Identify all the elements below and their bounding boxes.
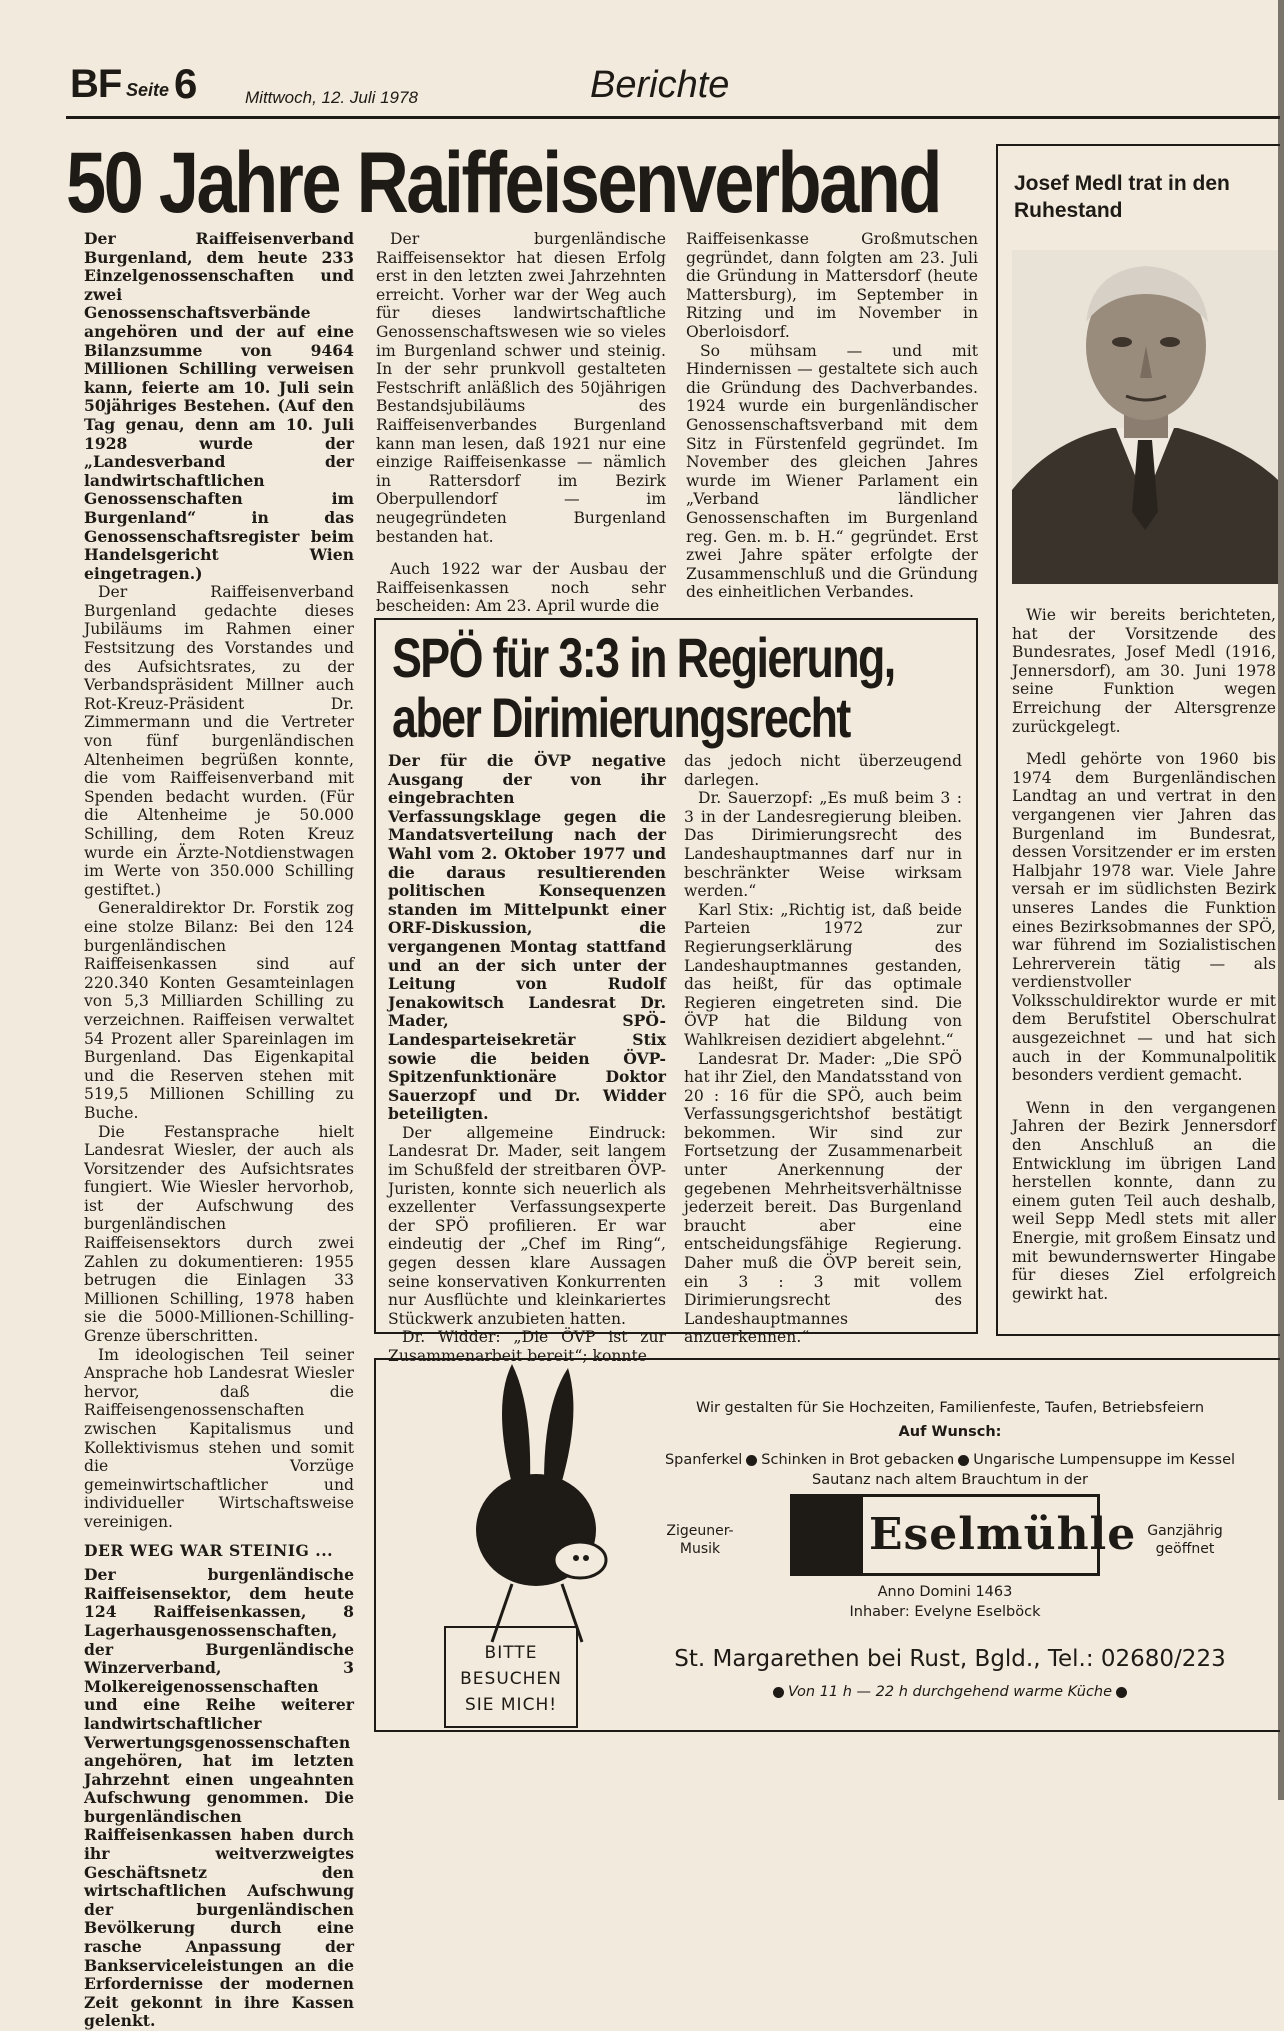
logo-emblem bbox=[793, 1497, 863, 1573]
paragraph: Der Raiffeisenverband Burgenland gedachte dieses Jubiläums im Rahmen einer Festsitzung des Vorstandes und des Aufsichtsrates, zu der Verbandspräsident Millner auch Rot-Kreuz-Präsident Dr. Zimmermann und die Vertreter von fünf burgenländischen Altenheimen begrüßen konnte, die vom Raiffeisenverband mit Spenden bedacht wurden. (Für die Altenheime je 50.000 Schilling, dem Roten Kreuz wurde ein Ärzte-Notdienstwagen im Werte von 350.000 Schilling gestiftet.) bbox=[84, 583, 354, 899]
paragraph: Dr. Widder: „Die ÖVP ist zur Zusammenarbeit bereit“; konnte bbox=[388, 1328, 666, 1365]
paragraph: Der allgemeine Eindruck: Landesrat Dr. Mader, seit langem im Schußfeld der streitbaren ÖVP-Juristen, konnte sich neuerlich als exzellenter Verfassungsexperte der SPÖ profilieren. Er war eindeutig der „Chef im Ring“, gegen dessen klare Aussagen seine konservativen Konkurrenten nur Ausflüchte und kleinkariertes Stückwerk anzubieten hatten. bbox=[388, 1123, 666, 1328]
paragraph: Wenn in den vergangenen Jahren der Bezirk Jennersdorf den Anschluß an die Entwicklung im übrigen Land herstellen konnte, dann zu einem guten Teil auch deshalb, weil Sepp Medl stets mit aller Energie, mit großem Einsatz und mit bewundernswerter Hingabe für dieses Ziel erfolgreich gewirkt hat. bbox=[1012, 1098, 1276, 1303]
main-article-col2 bbox=[376, 230, 666, 616]
spo-headline-line2: aber Dirimierungsrecht bbox=[392, 686, 850, 749]
ad-owner: Inhaber: Evelyne Eselböck bbox=[849, 1604, 1041, 1620]
lead-paragraph: Der für die ÖVP negative Ausgang der von ihr eingebrachten Verfassungsklage gegen die Mandatsverteilung nach der Wahl vom 2. Oktober 1977 und die daraus resultierenden politischen Konsequenzen standen im Mittelpunkt einer ORF-Diskussion, die vergangenen Montag stattfand und an der sich unter der Leitung von Rudolf Jenakowitsch Landesrat Dr. Mader, SPÖ-Landesparteisekretär Stix sowie die beiden ÖVP-Spitzenfunktionäre Doktor Sauerzopf und Dr. Widder beteiligten. bbox=[388, 751, 666, 1124]
paragraph: Karl Stix: „Richtig ist, daß beide Parteien 1972 zur Regierungserklärung des Landeshauptmannes gestanden, das heißt, für das optimale Regieren eingetreten sind. Die ÖVP hat die Bildung von Wahlkreisen dezidiert abgelehnt.“ bbox=[684, 900, 962, 1049]
sign-text-line: BESUCHEN bbox=[460, 1669, 562, 1689]
ad-hours: Von 11 h — 22 h durchgehend warme Küche bbox=[787, 1684, 1113, 1700]
menu-item: Spanferkel bbox=[664, 1452, 743, 1468]
paragraph: Landesrat Dr. Mader: „Die SPÖ hat ihr Ziel, den Mandatsstand von 20 : 16 für die SPÖ, auch beim Verfassungsgerichtshof bestätigt bekommen. Wir sind zur Fortsetzung der Zusammenarbeit unter Anerkennung der gegebenen Mehrheitsverhältnisse jederzeit bereit. Das Burgenland braucht aber eine entscheidungsfähige Regierung. Daher muß die ÖVP bereit sein, ein 3 : 3 mit vollem Dirimierungsrecht des Landeshauptmannes anzuerkennen.“ bbox=[684, 1049, 962, 1347]
spo-col1 bbox=[388, 752, 666, 1366]
ad-line-sautanz: Sautanz nach altem Brauchtum in der bbox=[811, 1472, 1089, 1488]
ad-anno: Anno Domini 1463 bbox=[877, 1584, 1013, 1600]
ad-right-note: Ganzjährig geöffnet bbox=[1147, 1523, 1223, 1557]
paragraph: Dr. Sauerzopf: „Es muß beim 3 : 3 in der Landesregierung bleiben. Das Dirimierungsrecht des Landeshauptmannes darf nur in beschränkter Weise wirksam werden.“ bbox=[684, 789, 962, 901]
menu-item: Schinken in Brot gebacken bbox=[761, 1452, 955, 1468]
donkey-illustration bbox=[452, 1364, 622, 1644]
eselmuehle-logo bbox=[790, 1494, 1137, 1576]
portrait-photo bbox=[1012, 250, 1278, 584]
sidebar-headline: Josef Medl trat in den Ruhestand bbox=[1014, 172, 1230, 222]
ad-menu bbox=[630, 1452, 1270, 1468]
paragraph: Medl gehörte von 1960 bis 1974 dem Burgenländischen Landtag an und vertrat in den vergangenen vier Jahren das Burgenland im Bundesrat, dessen Vorsitzender er im ersten Halbjahr 1978 war. Viele Jahre versah er im südlichsten Bezirk unseres Landes die Funktion eines Bezirksobmannes der SPÖ, war führend im Sozialistischen Lehrerverein tätig — als verdienstvoller Volksschuldirektor wurde er mit dem Berufstitel Oberschulrat ausgezeichnet — und hat sich auch in der Kommunalpolitik besonders verdient gemacht. bbox=[1012, 750, 1276, 1085]
main-headline: 50 Jahre Raiffeisenverband bbox=[66, 135, 941, 231]
sign-text-line: BITTE bbox=[484, 1643, 538, 1663]
main-article-col1 bbox=[84, 230, 354, 2031]
issue-date: Mittwoch, 12. Juli 1978 bbox=[245, 88, 418, 107]
subheading: DER WEG WAR STEINIG ... bbox=[84, 1540, 334, 1560]
spo-headline bbox=[392, 626, 895, 749]
paragraph: So mühsam — und mit Hindernissen — gestaltete sich auch die Gründung des Dachverbandes. 1924 wurde ein burgenländischer Genossenschaftsverband mit dem Sitz in Fürstenfeld gegründet. Im November des gleichen Jahres wurde im Wiener Parlament ein „Verband ländlicher Genossenschaften im Burgenland reg. Gen. m. b. H.“ gegründet. Erst zwei Jahre später erfolgte der Zusammenschluß und die Gründung des einheitlichen Verbandes. bbox=[686, 341, 978, 602]
paragraph: Die Festansprache hielt Landesrat Wiesler, der auch als Vorsitzender des Aufsichtsrates fungiert. Wie Wiesler hervorhob, ist der Aufschwung des burgenländischen Raiffeisensektors durch zwei Zahlen zu dokumentieren: 1955 betrugen die Einlagen 33 Millionen Schilling, 1978 haben sie die 5000-Millionen-Schilling-Grenze überschritten. bbox=[84, 1122, 354, 1346]
ad-line-wish: Auf Wunsch: bbox=[898, 1424, 1002, 1440]
sign-text-line: SIE MICH! bbox=[464, 1695, 558, 1715]
main-article-col3 bbox=[686, 230, 978, 602]
bullet-icon bbox=[773, 1687, 784, 1698]
lead-paragraph: Der Raiffeisenverband Burgenland, dem heute 233 Einzelgenossenschaften und zwei Genossenschaftsverbände angehören und der auf eine Bilanzsumme von 9464 Millionen Schilling verweisen kann, feierte am 10. Juli sein 50jähriges Bestehen. (Auf den Tag genau, denn am 10. Juli 1928 wurde der „Landesverband der landwirtschaftlichen Genossenschaften im Burgenland“ in das Genossenschaftsregister beim Handelsgericht Wien eingetragen.) bbox=[84, 229, 354, 583]
paragraph: Der burgenländische Raiffeisensektor hat diesen Erfolg erst in den letzten zwei Jahrzehnten erreicht. Vorher war der Weg auch für dieses landwirtschaftliche Genossenschaftswesen wie so vieles im Burgenland schwer und steinig. In der sehr prunkvoll gestalteten Festschrift anläßlich des 50jährigen Bestandsjubiläums des Raiffeisenverbandes Burgenland kann man lesen, daß 1921 nur eine einzige Raiffeisenkasse — nämlich in Rattersdorf im Bezirk Oberpullendorf — im neugegründeten Burgenland bestanden hat. bbox=[376, 230, 666, 546]
page-label: Seite bbox=[126, 80, 170, 100]
paper-logo: BF bbox=[70, 62, 122, 106]
bullet-icon bbox=[746, 1455, 757, 1466]
page-edge bbox=[1278, 0, 1284, 1800]
ad-hours-row bbox=[640, 1684, 1260, 1700]
bullet-icon bbox=[958, 1455, 969, 1466]
ad-left-note: Zigeuner- Musik bbox=[666, 1523, 734, 1557]
sidebar-text bbox=[1012, 606, 1276, 1303]
logo-text: Eselmühle bbox=[869, 1509, 1137, 1560]
bold-paragraph: Der burgenländische Raiffeisensektor, dem heute 124 Raiffeisenkassen, 8 Lagerhausgenossenschaften, der Burgenländische Winzerverband, 3 Molkereigenossenschaften und eine Reihe weiterer landwirtschaftlicher Verwertungsgenossenschaften angehören, hat im letzten Jahrzehnt einen ungeahnten Aufschwung genommen. Die burgenländischen Raiffeisenkassen haben durch ihr weitverzweigtes Geschäftsnetz den wirtschaftlichen Aufschwung der burgenländischen Bevölkerung durch eine rasche Anpassung der Bankserviceleistungen an die Erfordernisse der modernen Zeit gekonnt in ihre Kassen gelenkt. bbox=[84, 1565, 354, 2031]
paragraph: das jedoch nicht überzeugend darlegen. bbox=[684, 752, 962, 789]
paragraph: Wie wir bereits berichteten, hat der Vorsitzende des Bundesrates, Josef Medl (1916, Jennersdorf), am 30. Juni 1978 seine Funktion wegen Erreichung der Altersgrenze zurückgelegt. bbox=[1012, 606, 1276, 736]
sign-board bbox=[444, 1626, 578, 1728]
paragraph: Raiffeisenkasse Großmutschen gegründet, dann folgten am 23. Juli die Gründung in Mattersdorf (heute Mattersburg), im September in Ritzing und im November in Oberloisdorf. bbox=[686, 230, 978, 341]
paragraph: Im ideologischen Teil seiner Ansprache hob Landesrat Wiesler hervor, daß die Raiffeisengenossenschaften zwischen Kapitalismus und Kollektivismus stehen und somit die Vorzüge gemeinwirtschaftlicher und individueller Wirtschaftsweise vereinigen. bbox=[84, 1345, 354, 1531]
spo-col2 bbox=[684, 752, 962, 1347]
menu-item: Ungarische Lumpensuppe im Kessel bbox=[973, 1452, 1236, 1468]
section-title: Berichte bbox=[590, 64, 730, 106]
paragraph: Auch 1922 war der Ausbau der Raiffeisenkassen noch sehr bescheiden: Am 23. April wurde die bbox=[376, 560, 666, 616]
paragraph: Generaldirektor Dr. Forstik zog eine stolze Bilanz: Bei den 124 burgenländischen Raiffeisenkassen sind auf 220.340 Konten Gesamteinlagen von 5,3 Milliarden Schilling zu verzeichnen. Raiffeisen verwaltet 54 Prozent aller Spareinlagen im Burgenland. Das Eigenkapital und die Reserven stehen mit 519,5 Millionen Schilling zu Buche. bbox=[84, 899, 354, 1122]
masthead-rule bbox=[66, 116, 1280, 119]
ad-address: St. Margarethen bei Rust, Bgld., Tel.: 02680/223 bbox=[674, 1646, 1226, 1672]
page-number: 6 bbox=[174, 60, 198, 107]
bullet-icon bbox=[1116, 1687, 1127, 1698]
spo-headline-line1: SPÖ für 3:3 in Regierung, bbox=[392, 626, 895, 689]
ad-line-events: Wir gestalten für Sie Hochzeiten, Familienfeste, Taufen, Betriebsfeiern bbox=[695, 1400, 1205, 1416]
